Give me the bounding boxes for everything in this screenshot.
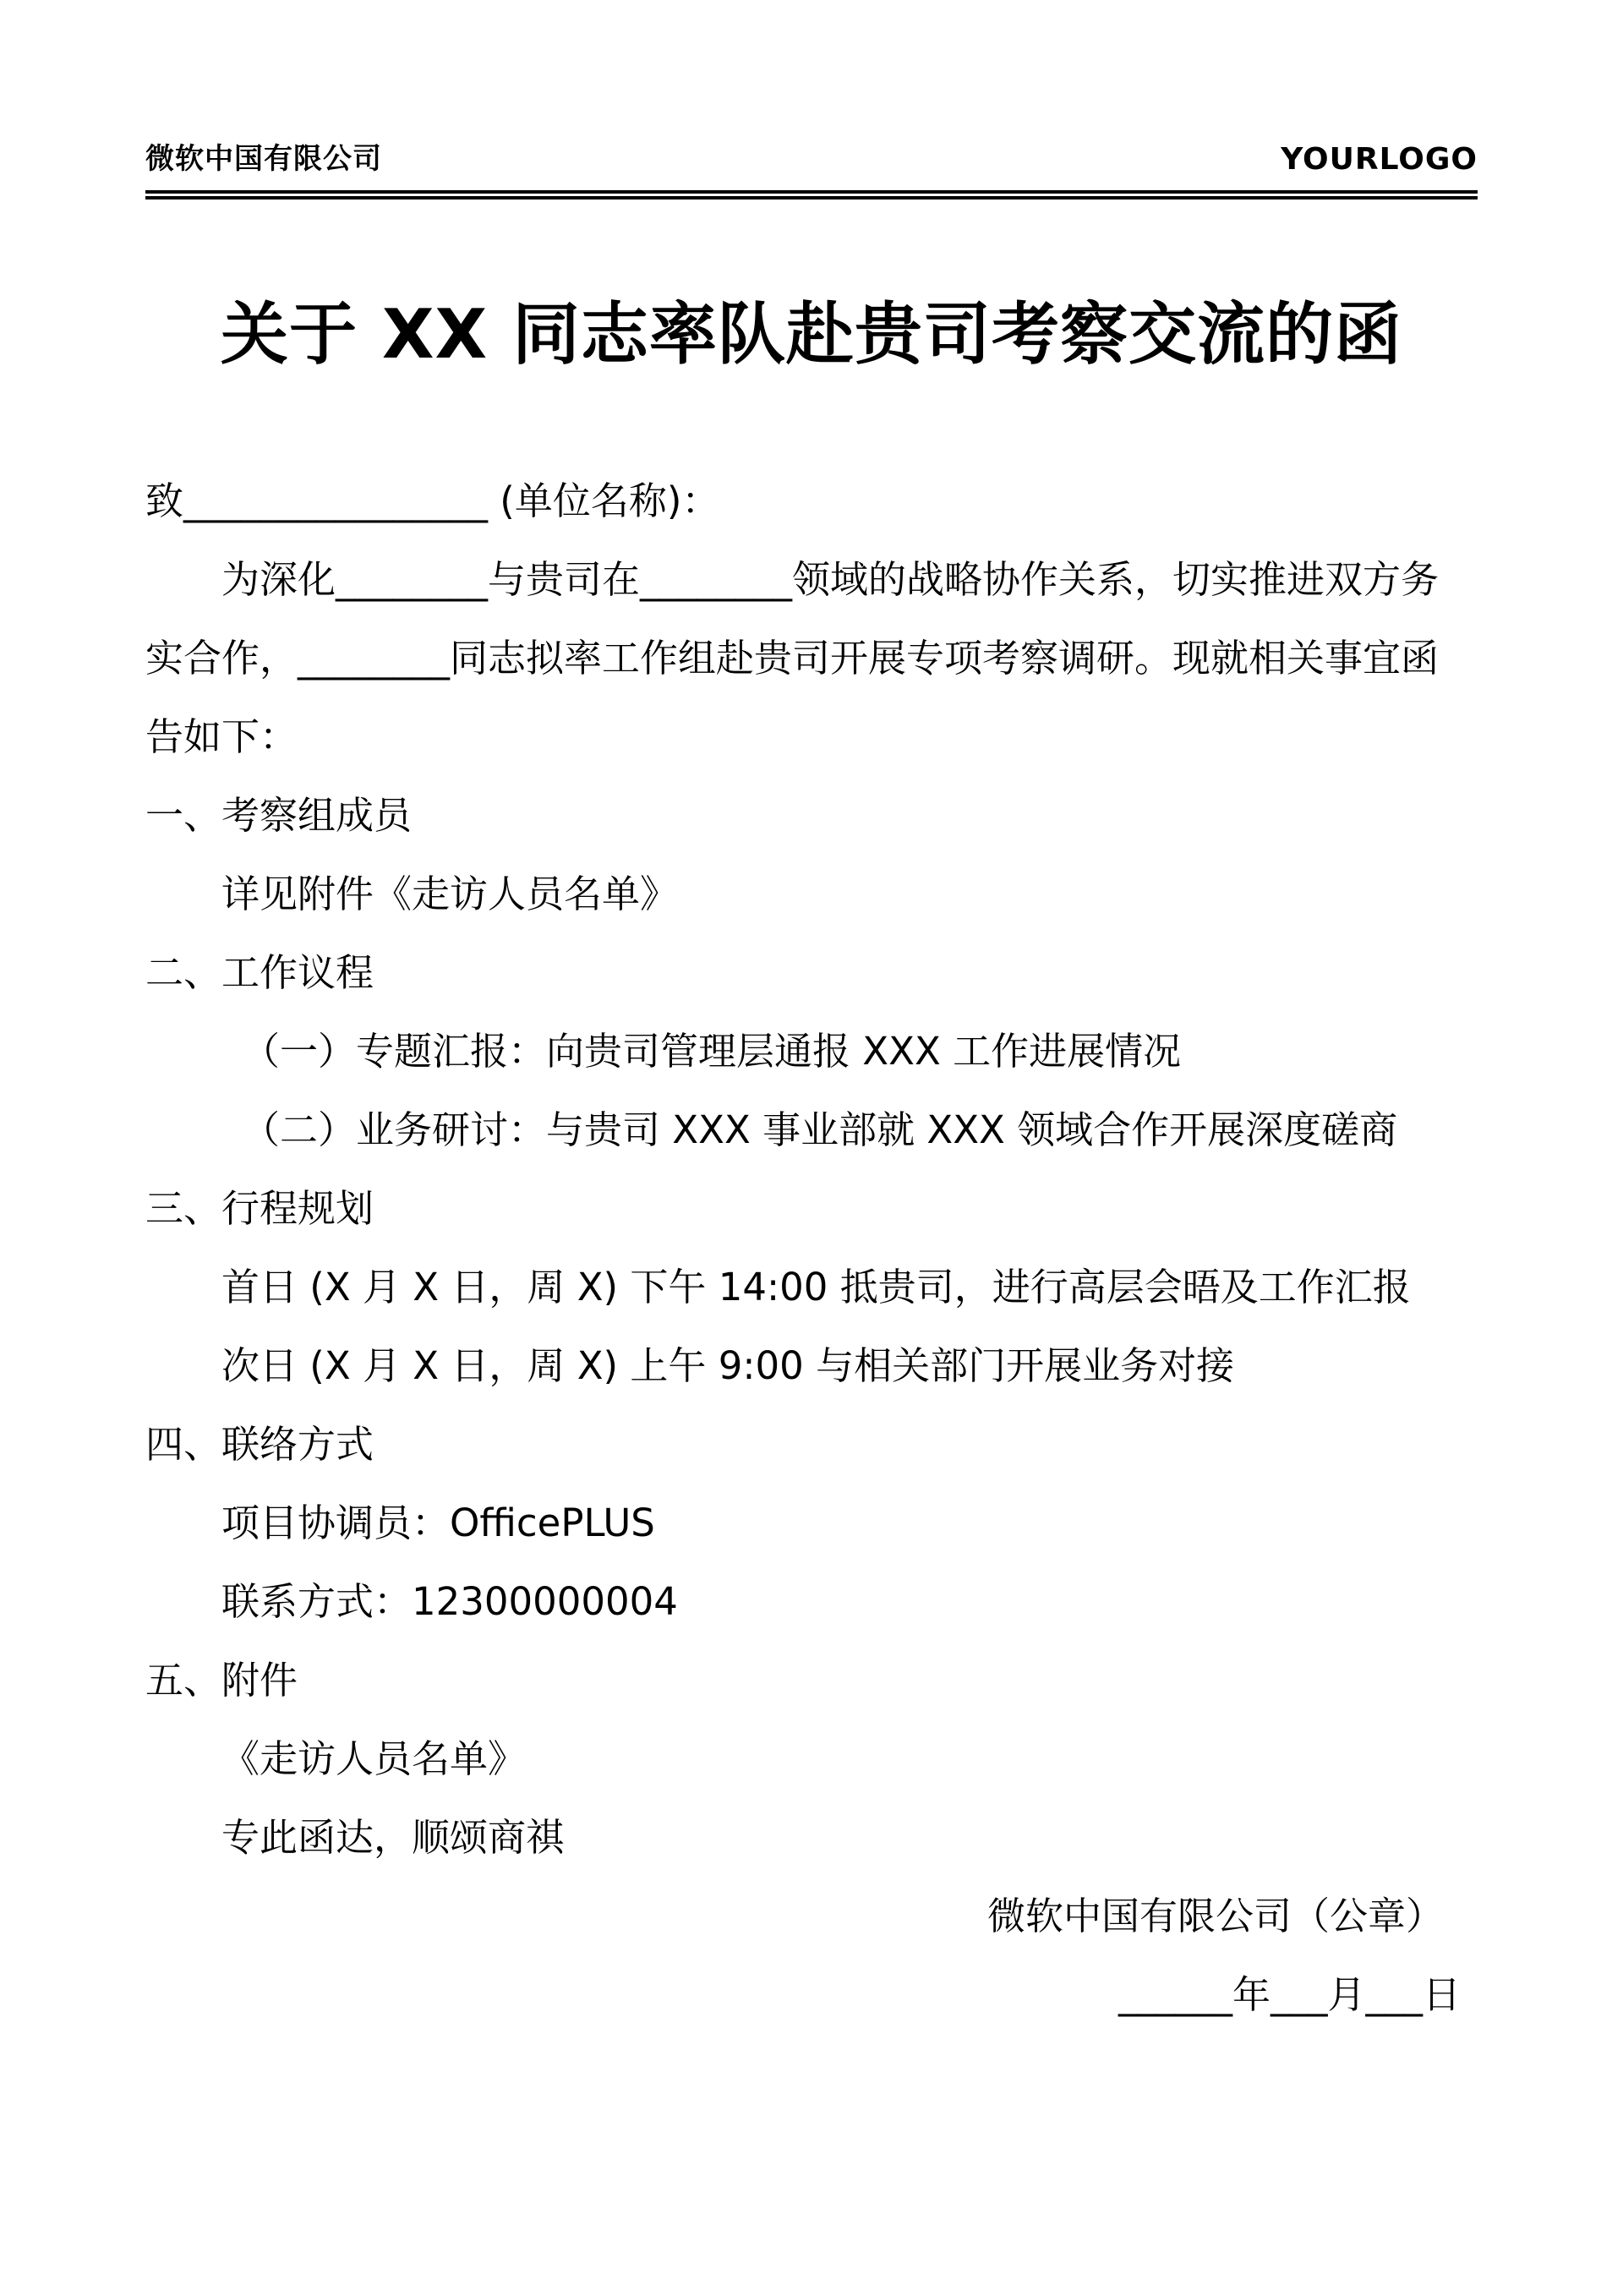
section-5-heading: 五、附件: [145, 1658, 298, 1703]
section-1-heading: 一、考察组成员: [145, 793, 413, 838]
section-5-attachment: 《走访人员名单》: [221, 1736, 527, 1781]
letter-body: [145, 462, 1478, 2034]
header-logo-text: YOURLOGO: [1281, 142, 1478, 177]
section-3-heading: 三、行程规划: [145, 1186, 374, 1231]
section-4-coordinator: 项目协调员：OfficePLUS: [221, 1501, 655, 1545]
section-2-item-2: （二）业务研讨：与贵司 XXX 事业部就 XXX 领域合作开展深度磋商: [242, 1107, 1398, 1152]
signature-company-line: 微软中国有限公司（公章）: [986, 1894, 1444, 1938]
section-3-item-2: 次日 (X 月 X 日，周 X) 上午 9:00 与相关部门开展业务对接: [221, 1343, 1235, 1388]
signature-date-line: ______年___月___日: [1118, 1972, 1461, 2017]
section-3-item-1: 首日 (X 月 X 日，周 X) 下午 14:00 抵贵司，进行高层会晤及工作汇报: [221, 1265, 1411, 1309]
intro-paragraph-line-2: 实合作，________同志拟率工作组赴贵司开展专项考察调研。现就相关事宜函: [145, 636, 1440, 681]
header-double-rule: [145, 190, 1478, 200]
section-4-phone: 联系方式：12300000004: [221, 1579, 678, 1624]
section-4-heading: 四、联络方式: [145, 1422, 374, 1467]
closing-line: 专此函达，顺颂商祺: [221, 1815, 565, 1860]
intro-paragraph-line-3: 告如下：: [145, 714, 298, 759]
page-header: [145, 0, 1478, 177]
document-title: 关于 XX 同志率队赴贵司考察交流的函: [220, 295, 1403, 374]
section-1-content: 详见附件《走访人员名单》: [221, 872, 679, 916]
section-2-heading: 二、工作议程: [145, 950, 374, 995]
intro-paragraph-line-1: 为深化________与贵司在________领域的战略协作关系，切实推进双方务: [221, 557, 1440, 602]
section-2-item-1: （一）专题汇报：向贵司管理层通报 XXX 工作进展情况: [242, 1029, 1182, 1074]
header-company-name: 微软中国有限公司: [145, 142, 382, 176]
salutation-line: 致________________ (单位名称)：: [145, 478, 720, 523]
